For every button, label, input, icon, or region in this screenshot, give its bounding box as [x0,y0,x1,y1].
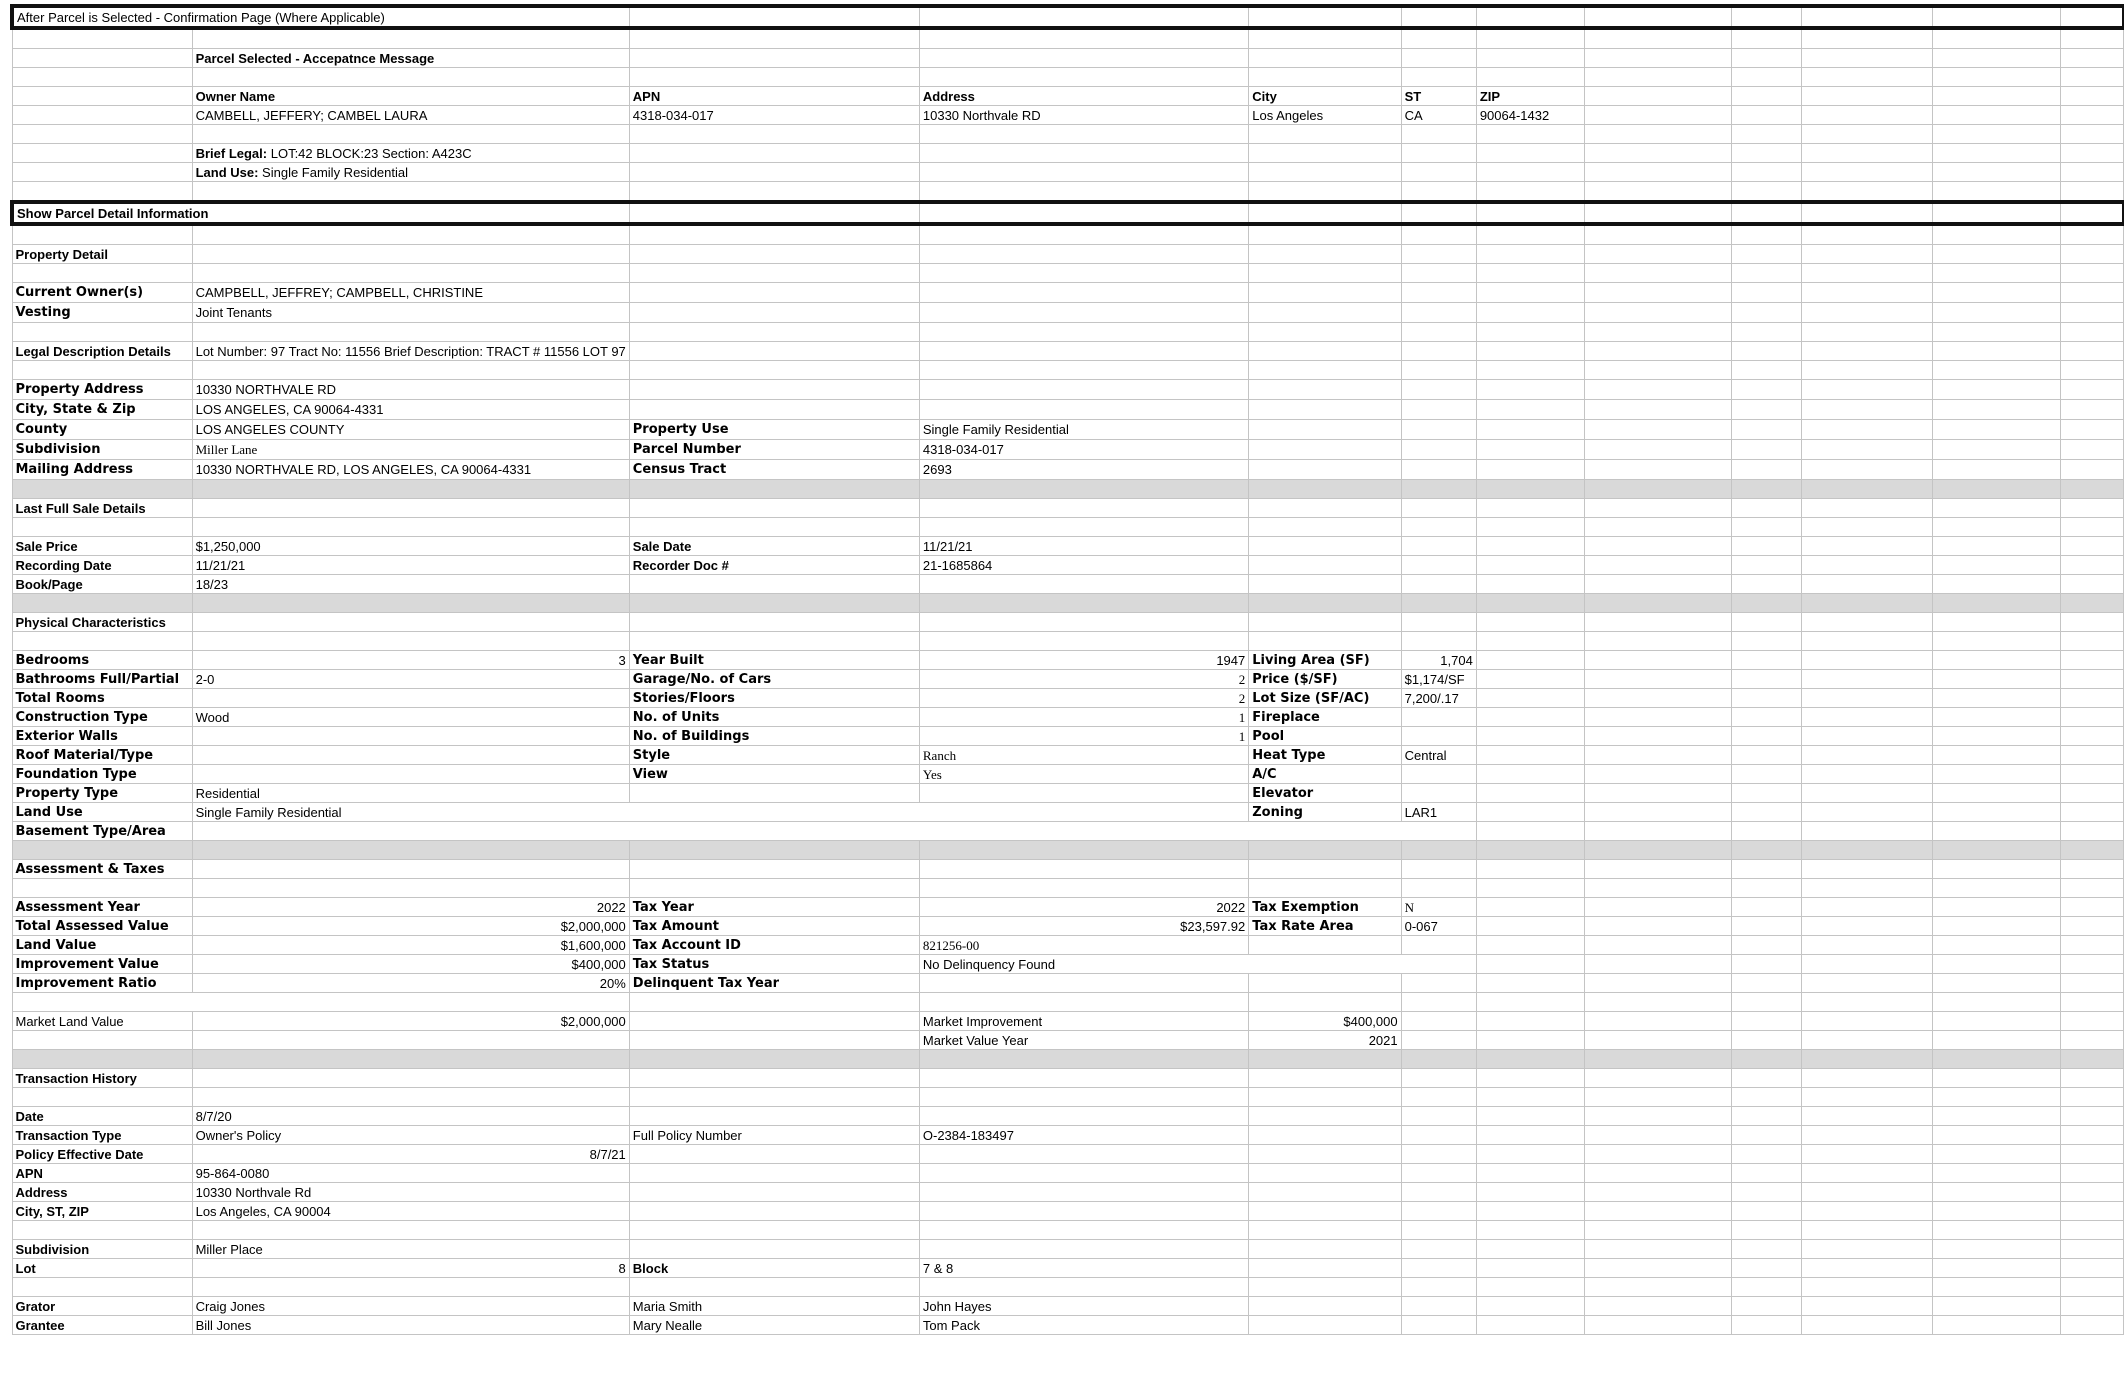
vesting-row [12,303,2123,323]
physical-label: Style [629,746,919,765]
brief-legal-label: Brief Legal: [195,145,268,161]
physical-label: Zoning [1249,803,1401,822]
mailing-address-label: Mailing Address [12,460,192,480]
transaction-city-value: Los Angeles, CA 90004 [192,1202,629,1221]
confirmation-section-title: After Parcel is Selected - Confirmation Page (Where Applicable) [12,6,629,28]
header-st: ST [1401,87,1476,106]
lot-value: 8 [192,1259,629,1278]
vesting-label: Vesting [12,303,192,323]
land-use [192,163,629,182]
brief-legal-row [12,144,2123,163]
physical-label: Pool [1249,727,1401,746]
full-policy-label: Full Policy Number [629,1126,919,1145]
physical-label: A/C [1249,765,1401,784]
legal-description-value: Lot Number: 97 Tract No: 11556 Brief Description: TRACT # 11556 LOT 97 [192,342,629,361]
physical-value: 7,200/.17 [1401,689,1476,708]
recording-date-value: 11/21/21 [192,556,629,575]
physical-row [12,784,2123,803]
policy-effective-row [12,1145,2123,1164]
assessment-row [12,936,2123,955]
last-sale-heading: Last Full Sale Details [12,499,192,518]
physical-label: No. of Units [629,708,919,727]
last-sale-heading-row [12,499,2123,518]
grantee-name: Bill Jones [192,1316,629,1335]
parcel-number-label: Parcel Number [629,440,919,460]
physical-row [12,670,2123,689]
brief-legal-value: LOT:42 BLOCK:23 Section: A423C [267,145,472,161]
physical-label: Construction Type [12,708,192,727]
physical-label: Price ($/SF) [1249,670,1401,689]
physical-label: View [629,765,919,784]
physical-heading: Physical Characteristics [12,613,192,632]
physical-value: 2-0 [192,670,629,689]
physical-value: Ranch [919,746,1248,765]
sale-price-label: Sale Price [12,537,192,556]
physical-row [12,708,2123,727]
lot-label: Lot [12,1259,192,1278]
assessment-value: No Delinquency Found [919,955,1476,974]
assessment-value: $23,597.92 [919,917,1248,936]
grantee-row [12,1316,2123,1335]
header-city: City [1249,87,1401,106]
assessment-label: Tax Rate Area [1249,917,1401,936]
physical-label: Elevator [1249,784,1401,803]
assessment-label: Tax Exemption [1249,898,1401,917]
physical-row [12,651,2123,670]
physical-value [192,727,629,746]
assessment-value: 20% [192,974,629,993]
land-use-row [12,163,2123,182]
mailing-address-value: 10330 NORTHVALE RD, LOS ANGELES, CA 90064-4331 [192,460,629,480]
recorder-doc-label: Recorder Doc # [629,556,919,575]
physical-label: No. of Buildings [629,727,919,746]
current-owners-value: CAMPBELL, JEFFREY; CAMPBELL, CHRISTINE [192,283,629,303]
land-use-value: Single Family Residential [258,164,409,180]
assessment-label: Improvement Ratio [12,974,192,993]
county-value: LOS ANGELES COUNTY [192,420,629,440]
physical-label: Living Area (SF) [1249,651,1401,670]
transactions-heading: Transaction History [12,1069,192,1088]
county-label: County [12,420,192,440]
recorder-doc-value: 21-1685864 [919,556,1248,575]
transaction-subdivision-row [12,1240,2123,1259]
transaction-type-value: Owner's Policy [192,1126,629,1145]
physical-label: Exterior Walls [12,727,192,746]
physical-value: 1 [919,708,1248,727]
physical-row [12,746,2123,765]
current-owners-row [12,283,2123,303]
assessment-label: Land Value [12,936,192,955]
lot-block-row [12,1259,2123,1278]
physical-value [192,689,629,708]
grantee-name: Tom Pack [919,1316,1248,1335]
census-tract-value: 2693 [919,460,1248,480]
policy-effective-value: 8/7/21 [192,1145,629,1164]
transaction-apn-value: 95-864-0080 [192,1164,629,1183]
owner-name-value: CAMBELL, JEFFERY; CAMBEL LAURA [192,106,629,125]
book-page-label: Book/Page [12,575,192,594]
transaction-apn-row [12,1164,2123,1183]
block-value: 7 & 8 [919,1259,1248,1278]
market-land-value: $2,000,000 [192,1012,629,1031]
physical-label: Year Built [629,651,919,670]
grantor-name: John Hayes [919,1297,1248,1316]
confirmation-header-row [12,87,2123,106]
physical-value: 1,704 [1401,651,1476,670]
book-page-row [12,575,2123,594]
physical-heading-row [12,613,2123,632]
detail-section-header-row[interactable] [12,202,2123,224]
transaction-city-row [12,1202,2123,1221]
physical-value: Central [1401,746,1476,765]
header-owner-name: Owner Name [192,87,629,106]
physical-label: Lot Size (SF/AC) [1249,689,1401,708]
sale-price-value: $1,250,000 [192,537,629,556]
current-owners-label: Current Owner(s) [12,283,192,303]
separator-row [12,1050,2123,1069]
policy-effective-label: Policy Effective Date [12,1145,192,1164]
header-zip: ZIP [1476,87,1584,106]
physical-row [12,727,2123,746]
confirmation-value-row[interactable] [12,106,2123,125]
assessment-row [12,955,2123,974]
spreadsheet-grid [10,4,2124,1335]
header-apn: APN [629,87,919,106]
assessment-label: Tax Amount [629,917,919,936]
property-use-label: Property Use [629,420,919,440]
transaction-address-label: Address [12,1183,192,1202]
assessment-row [12,974,2123,993]
address-value: 10330 Northvale RD [919,106,1248,125]
subdivision-label: Subdivision [12,440,192,460]
date-label: Date [12,1107,192,1126]
market-land-row [12,1012,2123,1031]
assessment-label: Tax Account ID [629,936,919,955]
grantor-name: Maria Smith [629,1297,919,1316]
header-address: Address [919,87,1248,106]
property-address-label: Property Address [12,380,192,400]
physical-label: Heat Type [1249,746,1401,765]
physical-value: 1947 [919,651,1248,670]
show-parcel-detail-title[interactable]: Show Parcel Detail Information [12,202,629,224]
transaction-date-row [12,1107,2123,1126]
parcel-number-value: 4318-034-017 [919,440,1248,460]
physical-value [192,746,629,765]
legal-description-row [12,342,2123,361]
physical-label: Property Type [12,784,192,803]
physical-label: Basement Type/Area [12,822,192,841]
assessment-heading-row [12,860,2123,879]
property-use-value: Single Family Residential [919,420,1248,440]
physical-label: Bathrooms Full/Partial [12,670,192,689]
physical-value: Single Family Residential [192,803,1249,822]
physical-row [12,765,2123,784]
physical-label: Bedrooms [12,651,192,670]
property-detail-heading-row [12,245,2123,264]
full-policy-value: O-2384-183497 [919,1126,1248,1145]
physical-label: Stories/Floors [629,689,919,708]
physical-value [1401,784,1476,803]
separator-row [12,480,2123,499]
transactions-heading-row [12,1069,2123,1088]
physical-label: Roof Material/Type [12,746,192,765]
physical-value: LAR1 [1401,803,1476,822]
sale-date-value: 11/21/21 [919,537,1248,556]
market-improvement-label: Market Improvement [919,1012,1248,1031]
physical-label: Garage/No. of Cars [629,670,919,689]
physical-row [12,689,2123,708]
grantor-name: Craig Jones [192,1297,629,1316]
market-land-value-label: Market Land Value [12,1012,192,1031]
market-improvement-value: $400,000 [1249,1012,1401,1031]
separator-row [12,594,2123,613]
assessment-value: N [1401,898,1476,917]
grantee-name: Mary Nealle [629,1316,919,1335]
book-page-value: 18/23 [192,575,629,594]
mailing-address-row [12,460,2123,480]
city-state-zip-value: LOS ANGELES, CA 90064-4331 [192,400,629,420]
apn-value: 4318-034-017 [629,106,919,125]
grantor-row [12,1297,2123,1316]
grantee-label: Grantee [12,1316,192,1335]
confirmation-section-header-row [12,6,2123,28]
assessment-row [12,898,2123,917]
physical-value [1401,765,1476,784]
assessment-value: 2022 [919,898,1248,917]
assessment-value: 821256-00 [919,936,1248,955]
assessment-label: Tax Year [629,898,919,917]
physical-label: Total Rooms [12,689,192,708]
county-row [12,420,2123,440]
acceptance-message-row [12,49,2123,68]
physical-value [1401,708,1476,727]
assessment-value: $400,000 [192,955,629,974]
market-value-year-label: Market Value Year [919,1031,1248,1050]
physical-value: 1 [919,727,1248,746]
zip-value: 90064-1432 [1476,106,1584,125]
assessment-value: 2022 [192,898,629,917]
assessment-row [12,917,2123,936]
physical-value: 2 [919,670,1248,689]
recording-date-label: Recording Date [12,556,192,575]
subdivision-value: Miller Lane [192,440,629,460]
st-value: CA [1401,106,1476,125]
city-value: Los Angeles [1249,106,1401,125]
sale-price-row [12,537,2123,556]
assessment-value: 0-067 [1401,917,1476,936]
land-use-label: Land Use: [195,164,259,180]
block-label: Block [629,1259,919,1278]
physical-label: Land Use [12,803,192,822]
property-detail-heading: Property Detail [12,245,192,264]
physical-row [12,822,2123,841]
brief-legal [192,144,629,163]
assessment-value: $1,600,000 [192,936,629,955]
physical-value: 3 [192,651,629,670]
assessment-label: Assessment Year [12,898,192,917]
assessment-heading: Assessment & Taxes [12,860,192,879]
transaction-subdivision-label: Subdivision [12,1240,192,1259]
physical-value: $1,174/SF [1401,670,1476,689]
physical-value [192,765,629,784]
grantor-label: Grator [12,1297,192,1316]
city-state-zip-row [12,400,2123,420]
market-value-year: 2021 [1249,1031,1401,1050]
physical-value: Residential [192,784,629,803]
physical-value: Wood [192,708,629,727]
legal-description-label: Legal Description Details [12,342,192,361]
physical-value: 2 [919,689,1248,708]
physical-label: Fireplace [1249,708,1401,727]
census-tract-label: Census Tract [629,460,919,480]
vesting-value: Joint Tenants [192,303,629,323]
assessment-label: Delinquent Tax Year [629,974,919,993]
transaction-address-value: 10330 Northvale Rd [192,1183,629,1202]
recording-date-row [12,556,2123,575]
physical-label: Foundation Type [12,765,192,784]
transaction-type-row [12,1126,2123,1145]
transaction-type-label: Transaction Type [12,1126,192,1145]
separator-row [12,841,2123,860]
transaction-apn-label: APN [12,1164,192,1183]
assessment-label: Improvement Value [12,955,192,974]
physical-value: Yes [919,765,1248,784]
transaction-address-row [12,1183,2123,1202]
assessment-value: $2,000,000 [192,917,629,936]
sale-date-label: Sale Date [629,537,919,556]
transaction-city-label: City, ST, ZIP [12,1202,192,1221]
property-address-row [12,380,2123,400]
assessment-label: Total Assessed Value [12,917,192,936]
city-state-zip-label: City, State & Zip [12,400,192,420]
date-value: 8/7/20 [192,1107,629,1126]
physical-row [12,803,2123,822]
physical-value [1401,727,1476,746]
market-year-row [12,1031,2123,1050]
subdivision-row [12,440,2123,460]
transaction-subdivision-value: Miller Place [192,1240,629,1259]
property-address-value: 10330 NORTHVALE RD [192,380,629,400]
assessment-label: Tax Status [629,955,919,974]
acceptance-message: Parcel Selected - Accepatnce Message [192,49,629,68]
